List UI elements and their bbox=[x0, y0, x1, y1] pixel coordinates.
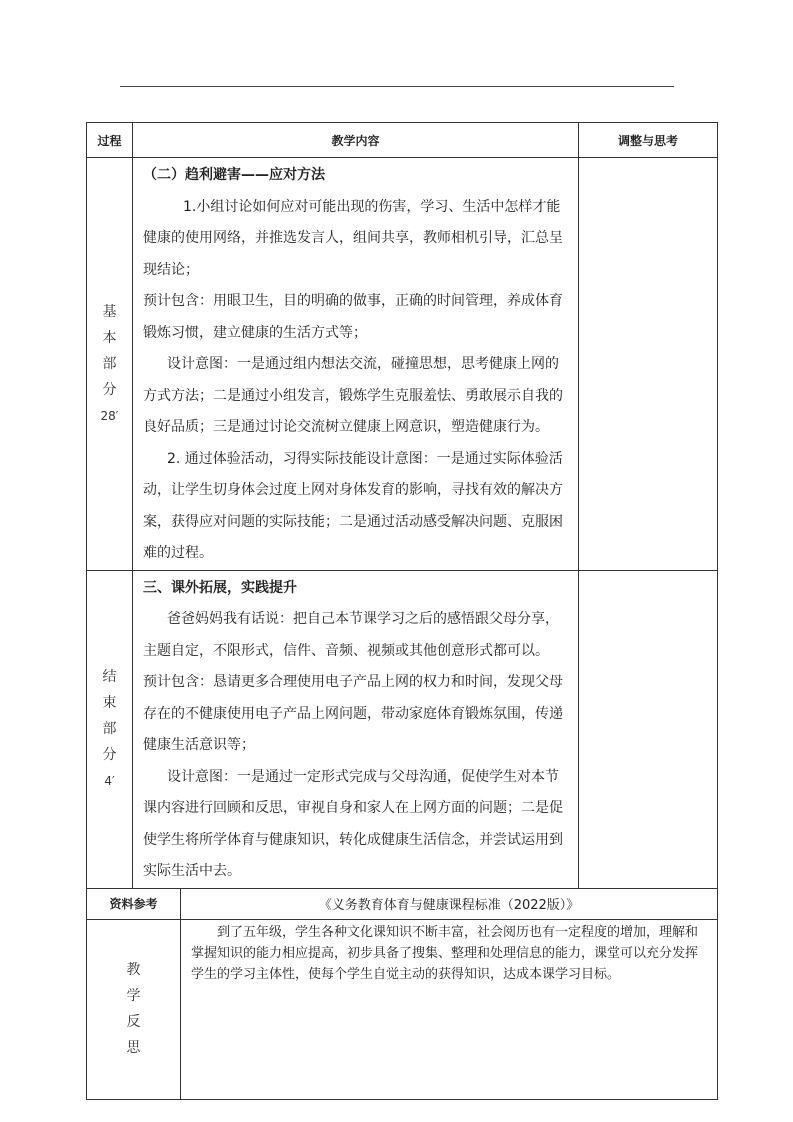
lesson-plan-table bbox=[86, 122, 718, 1100]
ending-design: 设计意图：一是通过一定形式完成与父母沟通，促使学生对本节课内容进行回顾和反思，审视自身和家人在上网方面的问题；二是促使学生将所学体育与健康知识，转化成健康生活信念，并尝试运用到实际生活中去。 bbox=[143, 768, 563, 879]
basic-heading: （二）趋利避害——应对方法 bbox=[143, 167, 325, 183]
basic-item1: 1.小组讨论如何应对可能出现的伤害，学习、生活中怎样才能健康的使用网络，并推选发言人，组间共享，教师相机引导，汇总呈现结论； bbox=[143, 198, 563, 278]
reflection-label: 教 学 反 思 bbox=[87, 919, 181, 1099]
reference-row bbox=[87, 888, 718, 919]
header-process: 过程 bbox=[87, 123, 133, 158]
ending-section-label: 结 束 部 分 4′ bbox=[87, 570, 133, 888]
ending-time: 4′ bbox=[104, 774, 115, 788]
ending-section-content bbox=[133, 570, 579, 888]
ending-expected: 预计包含：恳请更多合理使用电子产品上网的权力和时间，发现父母存在的不健康使用电子产品上网问题，带动家庭体育锻炼氛围，传递健康生活意识等； bbox=[143, 674, 563, 753]
ending-para1: 爸爸妈妈我有话说：把自己本节课学习之后的感悟跟父母分享，主题自定，不限形式，信件、音频、视频或其他创意形式都可以。 bbox=[143, 611, 559, 659]
basic-adjust-cell bbox=[579, 158, 718, 571]
ending-adjust-cell bbox=[579, 570, 718, 888]
basic-design: 设计意图：一是通过组内想法交流，碰撞思想，思考健康上网的方式方法；二是通过小组发言，锻炼学生克服羞怯、勇敢展示自我的良好品质；三是通过讨论交流树立健康上网意识，塑造健康行为。 bbox=[143, 356, 563, 435]
basic-time: 28′ bbox=[100, 408, 119, 423]
basic-section-label: 基 本 部 分 28′ bbox=[87, 158, 133, 571]
reflection-text: 到了五年级，学生各种文化课知识不断丰富，社会阅历也有一定程度的增加，理解和掌握知识的能力相应提高，初步具备了搜集、整理和处理信息的能力，课堂可以充分发挥学生的学习主体性，使每个学生自觉主动的获得知识，达成本课学习目标。 bbox=[191, 924, 699, 982]
reference-label: 资料参考 bbox=[87, 888, 181, 919]
ending-heading: 三、课外拓展，实践提升 bbox=[143, 579, 297, 596]
ending-section-row bbox=[87, 570, 718, 888]
basic-section-row bbox=[87, 158, 718, 571]
reference-value: 《义务教育体育与健康课程标准（2022版）》 bbox=[181, 888, 718, 919]
basic-section-content bbox=[133, 158, 579, 571]
basic-expected: 预计包含：用眼卫生，目的明确的做事，正确的时间管理，养成体育锻炼习惯，建立健康的生活方式等； bbox=[143, 293, 563, 341]
header-content: 教学内容 bbox=[133, 123, 579, 158]
basic-item2: 2. 通过体验活动，习得实际技能设计意图：一是通过实际体验活动，让学生切身体会过度上网对身体发育的影响，寻找有效的解决方案，获得应对问题的实际技能；二是通过活动感受解决问题、克服困难的过程。 bbox=[143, 450, 563, 561]
table-header-row bbox=[87, 123, 718, 158]
header-rule bbox=[120, 86, 674, 87]
reflection-content bbox=[181, 919, 718, 1099]
reflection-row bbox=[87, 919, 718, 1099]
header-adjust: 调整与思考 bbox=[579, 123, 718, 158]
